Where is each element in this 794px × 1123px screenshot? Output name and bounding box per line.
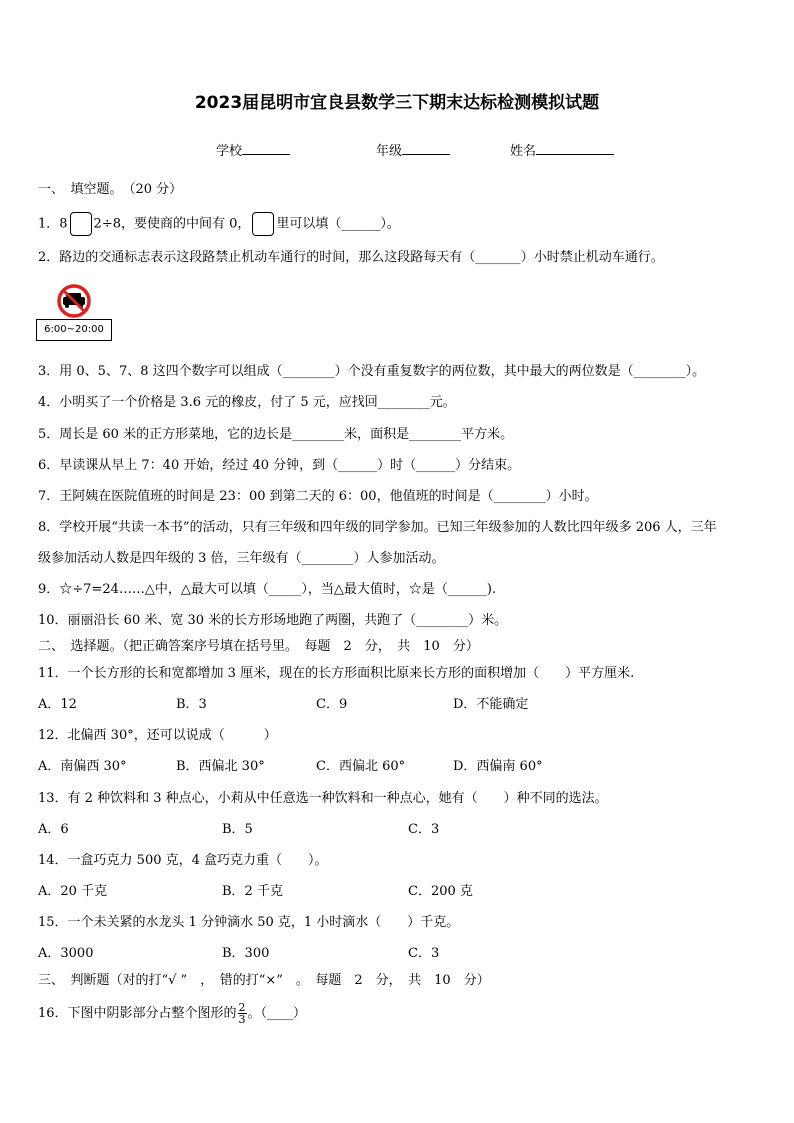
question-6: 6．早读课从早上 7：40 开始，经过 40 分钟，到（______）时（______）分结束。 — [38, 458, 521, 473]
name-field[interactable] — [510, 140, 614, 159]
q13-option-c[interactable]: C．3 — [408, 822, 440, 837]
question-3: 3．用 0、5、7、8 这四个数字可以组成（________）个没有重复数字的两位数，其中最大的两位数是（________）。 — [38, 364, 706, 379]
name-blank[interactable] — [536, 141, 614, 155]
q13-option-b[interactable]: B．5 — [222, 822, 253, 837]
traffic-sign — [36, 284, 112, 344]
q11-option-d[interactable]: D．不能确定 — [453, 697, 529, 712]
q16-fraction — [238, 1002, 247, 1025]
grade-field[interactable] — [376, 140, 450, 159]
q11-option-a[interactable]: A．12 — [38, 697, 77, 712]
q1-digit-box-2[interactable] — [252, 212, 274, 236]
question-10: 10．丽丽沿长 60 米、宽 30 米的长方形场地跑了两圈，共跑了（________）米。 — [38, 613, 508, 628]
q14-option-a[interactable]: A．20 千克 — [38, 884, 108, 899]
section-2-heading: 二、 选择题。（把正确答案序号填在括号里。 每题 2 分， 共 10 分） — [38, 639, 479, 654]
school-label: 学校 — [216, 144, 243, 159]
question-16 — [38, 1002, 306, 1026]
school-blank[interactable] — [242, 141, 290, 155]
name-label: 姓名 — [510, 144, 537, 159]
question-4: 4．小明买了一个价格是 3.6 元的橡皮，付了 5 元，应找回________元。 — [38, 395, 456, 410]
question-14: 14．一盒巧克力 500 克，4 盒巧克力重（ ）。 — [38, 853, 328, 868]
sign-time-label: 6:00~20:00 — [36, 319, 112, 341]
q12-option-c[interactable]: C．西偏北 60° — [316, 759, 406, 774]
question-8-line-2: 级参加活动人数是四年级的 3 倍，三年级有（________）人参加活动。 — [38, 551, 445, 566]
q12-option-b[interactable]: B．西偏北 30° — [176, 759, 265, 774]
question-2: 2．路边的交通标志表示这段路禁止机动车通行的时间，那么这段路每天有（_______）小时禁止机动车通行。 — [38, 250, 664, 265]
question-11: 11．一个长方形的长和宽都增加 3 厘米，现在的长方形面积比原来长方形的面积增加（ ）平方厘米. — [38, 666, 635, 681]
question-5: 5．周长是 60 米的正方形菜地，它的边长是________米，面积是________平方米。 — [38, 427, 514, 442]
section-3-heading: 三、 判断题（对的打“√ ” ， 错的打“×” 。 每题 2 分， 共 10 分） — [38, 973, 490, 988]
q16-part-b: 。（____） — [247, 1006, 307, 1021]
no-motor-vehicle-icon — [36, 284, 112, 320]
q16-fraction-numerator: 2 — [238, 1001, 246, 1014]
q11-option-b[interactable]: B．3 — [176, 697, 207, 712]
question-15: 15．一个未关紧的水龙头 1 分钟滴水 50 克，1 小时滴水（ ）千克。 — [38, 915, 460, 930]
q15-option-a[interactable]: A．3000 — [38, 946, 94, 961]
q12-option-a[interactable]: A．南偏西 30° — [38, 759, 127, 774]
q15-option-c[interactable]: C．3 — [408, 946, 440, 961]
q12-option-d[interactable]: D．西偏南 60° — [453, 759, 543, 774]
grade-label: 年级 — [376, 144, 403, 159]
q1-digit-box-1[interactable] — [70, 212, 92, 236]
section-1-heading: 一、 填空题。 （20 分） — [38, 182, 183, 197]
q1-part-c: 里可以填（______）。 — [276, 216, 400, 232]
page-title: 2023届昆明市宜良县数学三下期末达标检测模拟试题 — [194, 93, 600, 113]
question-13: 13．有 2 种饮料和 3 种点心，小莉从中任意选一种饮料和一种点心，她有（ ）种不同的选法。 — [38, 791, 608, 806]
question-7: 7．王阿姨在医院值班的时间是 23：00 到第二天的 6：00，他值班的时间是（________）小时。 — [38, 489, 598, 504]
q1-part-a: 1．8 — [38, 216, 68, 232]
q14-option-c[interactable]: C．200 克 — [408, 884, 473, 899]
q14-option-b[interactable]: B．2 千克 — [222, 884, 283, 899]
question-1 — [38, 212, 400, 236]
question-9: 9．☆÷7=24……△中，△最大可以填（_____），当△最大值时，☆是（______). — [38, 582, 497, 597]
grade-blank[interactable] — [402, 141, 450, 155]
question-12: 12．北偏西 30°，还可以说成（ ） — [38, 728, 277, 743]
q15-option-b[interactable]: B．300 — [222, 946, 270, 961]
q16-part-a: 16．下图中阴影部分占整个图形的 — [38, 1006, 237, 1021]
question-8-line-1: 8．学校开展“共读一本书”的活动，只有三年级和四年级的同学参加。已知三年级参加的人数比四年级多 206 人，三年 — [38, 520, 717, 535]
q13-option-a[interactable]: A．6 — [38, 822, 69, 837]
school-field[interactable] — [216, 140, 290, 159]
q16-fraction-denominator: 3 — [238, 1013, 246, 1026]
q11-option-c[interactable]: C．9 — [316, 697, 348, 712]
q1-part-b: 2÷8，要使商的中间有 0， — [93, 216, 251, 232]
